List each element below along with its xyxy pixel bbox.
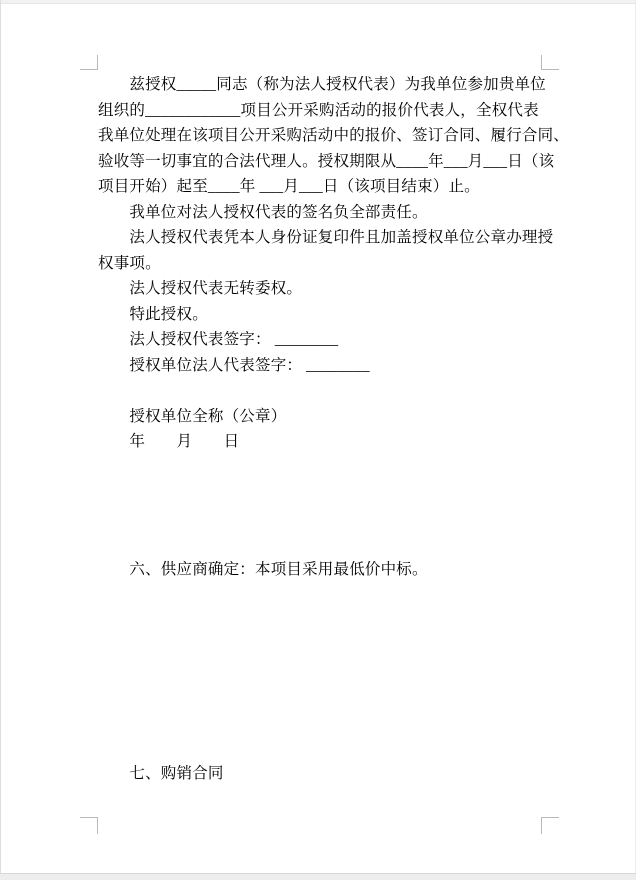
- text-line[interactable]: 组织的____________项目公开采购活动的报价代表人，全权代表: [98, 101, 539, 119]
- text-line[interactable]: 项目开始）起至____年 ___月___日（该项目结束）止。: [98, 178, 480, 195]
- page-gap-bottom: [0, 873, 636, 880]
- margin-mark-top-left: [80, 55, 98, 70]
- text-line[interactable]: 授权单位法人代表签字： ________: [98, 356, 370, 374]
- text-line[interactable]: 法人授权代表签字： ________: [98, 331, 339, 348]
- margin-mark-bottom-right: [541, 817, 559, 834]
- margin-mark-top-right: [541, 55, 559, 70]
- text-line[interactable]: 年 月 日: [98, 433, 240, 450]
- margin-mark-bottom-left: [80, 817, 98, 834]
- text-line[interactable]: [98, 608, 544, 634]
- text-line[interactable]: 我单位处理在该项目公开采购活动中的报价、签订合同、履行合同、: [98, 127, 570, 144]
- document-page[interactable]: [1, 5, 635, 873]
- text-line[interactable]: [98, 455, 544, 481]
- text-line[interactable]: [98, 659, 544, 685]
- text-line[interactable]: [98, 480, 544, 506]
- document-text-body[interactable]: [98, 72, 570, 786]
- text-line[interactable]: 我单位对法人授权代表的签名负全部责任。: [98, 203, 428, 221]
- text-line[interactable]: 六、供应商确定：本项目采用最低价中标。: [98, 560, 428, 578]
- text-line[interactable]: [98, 710, 544, 736]
- text-line[interactable]: 七、购销合同: [98, 764, 224, 782]
- text-line[interactable]: [98, 506, 544, 532]
- text-line[interactable]: [98, 684, 544, 710]
- text-line[interactable]: 授权单位全称（公章）: [98, 407, 287, 425]
- text-line[interactable]: 权事项。: [98, 254, 161, 272]
- text-line[interactable]: [98, 378, 544, 404]
- text-line[interactable]: 兹授权_____同志（称为法人授权代表）为我单位参加贵单位: [98, 76, 546, 93]
- text-line[interactable]: [98, 633, 544, 659]
- text-line[interactable]: 特此授权。: [98, 305, 208, 323]
- page-gap-top: [0, 0, 636, 4]
- text-line[interactable]: 验收等一切事宜的合法代理人。授权期限从____年___月___日（该: [98, 152, 555, 170]
- text-line[interactable]: 法人授权代表凭本人身份证复印件且加盖授权单位公章办理授: [98, 229, 554, 246]
- text-line[interactable]: [98, 582, 544, 608]
- text-line[interactable]: [98, 531, 544, 557]
- text-line[interactable]: 法人授权代表无转委权。: [98, 280, 303, 297]
- text-line[interactable]: [98, 735, 544, 761]
